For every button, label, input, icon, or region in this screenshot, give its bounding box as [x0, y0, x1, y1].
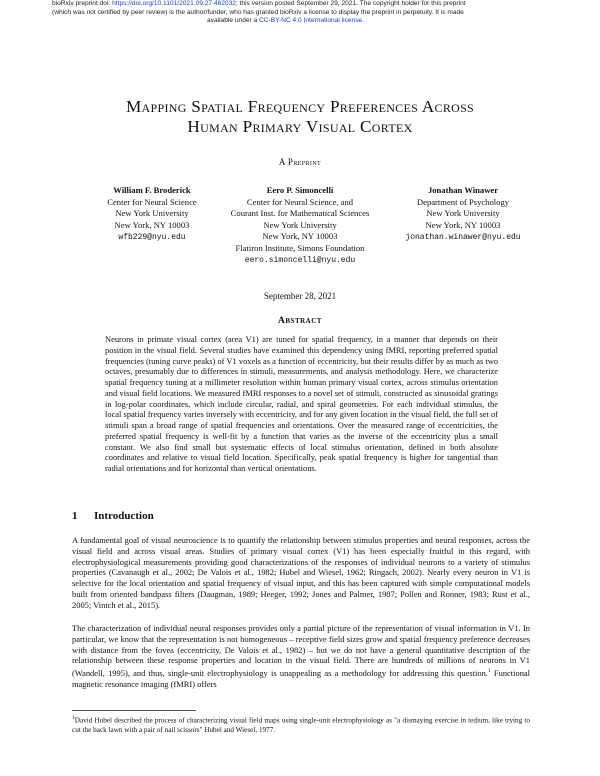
- section-number: 1: [72, 510, 78, 522]
- paragraph-2: The characterization of individual neural responses provides only a partial picture of the representation of visual information in V1. In particular, we know that the representation is not homogeneous – receptive field sizes grow and spatial frequency preference decreases with distance from the fovea (eccentricity, De Valois et al., 1982) – but we do not have a general quantitative description of the relationship between these response properties and location in the visual field. There are hundreds of millions of neurons in V1 (Wandell, 1995), and thus, single-unit electrophysiology is unappealing as a methodology for addressing this question.$^1$ Functional magnetic resonance imaging (fMRI) offers: [72, 623, 531, 689]
- header-line-1: bioRxiv preprint doi: https://doi.org/10.1101/2021.09.27.462032; this version posted September 29, 2021. The copyright holder for this preprint: [52, 0, 466, 7]
- author-name: Jonathan Winawer: [427, 185, 499, 195]
- paragraph-1: A fundamental goal of visual neuroscience is to quantify the relationship between stimulus properties and neural responses, across the visual field and across visual areas. Studies of primary visual cortex (V1) has been especially fruitful in this regard, with electrophysiological measurements providing good characterizations of the responses of individual neurons to a variety of stimulus properties (Cavanaugh et al., 2002; De Valois et al., 1982; Hubel and Wiesel, 1962; Ringach, 2002). Nearly every neuron in V1 is selective for the local orientation and spatial frequency of visual input, and this has been captured with simple computational models built from oriented bandpass filters (Daugman, 1989; Heeger, 1992; Jones and Palmer, 1987; Pollen and Ronner, 1983; Rust et al., 2005; Vintch et al., 2015).: [72, 535, 530, 610]
- author-email[interactable]: jonathan.winawer@nyu.edu: [405, 233, 521, 242]
- paper-title-line-2: Human Primary Visual Cortex: [187, 117, 413, 136]
- paper-title-line-1: Mapping Spatial Frequency Preferences Across: [125, 97, 475, 116]
- publication-date: September 28, 2021: [263, 291, 337, 301]
- header-line-3: available under a CC-BY-NC 4.0 International license.: [207, 17, 365, 25]
- footnote-mark[interactable]: 1: [487, 668, 491, 675]
- author-simoncelli: Eero P. Simoncelli Center for Neural Science, and Courant Inst. for Mathematical Sciences New York University New York, NY 10003 Flatiron Institute, Simons Foundation eero.simoncelli@nyu.edu: [230, 185, 370, 265]
- section-heading: [72, 510, 154, 522]
- author-broderick: William F. Broderick Center for Neural Science New York University New York, NY 10003 wfb229@nyu.edu: [107, 185, 197, 242]
- license-link[interactable]: CC-BY-NC 4.0 International license: [259, 17, 363, 25]
- abstract-text: Neurons in primate visual cortex (area V1) are tuned for spatial frequency, in a manner that depends on their position in the visual field. Several studies have examined this dependency using fMRI, reporting preferred spatial frequencies (tuning curve peaks) of V1 voxels as a function of eccentricity, but their results differ by as much as two octaves, presumably due to differences in stimuli, measurements, and analysis methodology. Here, we characterize spatial frequency tuning at a millimeter resolution within human primary visual cortex, across stimulus orientation and visual field locations. We measured fMRI responses to a novel set of stimuli, constructed as sinusoidal gratings in log-polar coordinates, which include circular, radial, and spiral geometries. For each individual stimulus, the local spatial frequency varies inversely with eccentricity, and for any given location in the visual field, the full set of stimuli span a broad range of spatial frequencies and orientations. Over the measured range of eccentricities, the preferred spatial frequency is well-fit by a function that varies as the inverse of the eccentricity plus a small constant. We also find small but systematic effects of local stimulus orientation, defined in both absolute coordinates and relative to visual field location. Specifically, peak spatial frequency is higher for tangential than radial orientations and for horizontal than vertical orientations.: [105, 334, 499, 473]
- author-name: Eero P. Simoncelli: [266, 185, 334, 195]
- author-email[interactable]: wfb229@nyu.edu: [118, 233, 186, 242]
- footnote-rule: [72, 710, 196, 711]
- abstract-heading: Abstract: [278, 316, 322, 326]
- author-winawer: Jonathan Winawer Department of Psychology New York University New York, NY 10003 jonathan.winawer@nyu.edu: [405, 185, 521, 242]
- doi-link[interactable]: https://doi.org/10.1101/2021.09.27.462032: [112, 0, 236, 7]
- header-line-2: (which was not certified by peer review) is the author/funder, who has granted bioRxiv a license to display the preprint in perpetuity. It is made: [52, 8, 464, 16]
- preprint-label: A Preprint: [278, 157, 322, 167]
- footnote: $^1$David Hubel described the process of characterizing visual field maps using single-unit electrophysiology as "a dismaying exercise in tedium, like trying to cut the back lawn with a pair of nail scissors" Hubel and Wiesel, 1977.: [72, 715, 530, 734]
- preprint-header: [52, 0, 552, 26]
- author-email[interactable]: eero.simoncelli@nyu.edu: [244, 256, 356, 265]
- author-name: William F. Broderick: [113, 185, 191, 195]
- section-title: Introduction: [94, 510, 154, 522]
